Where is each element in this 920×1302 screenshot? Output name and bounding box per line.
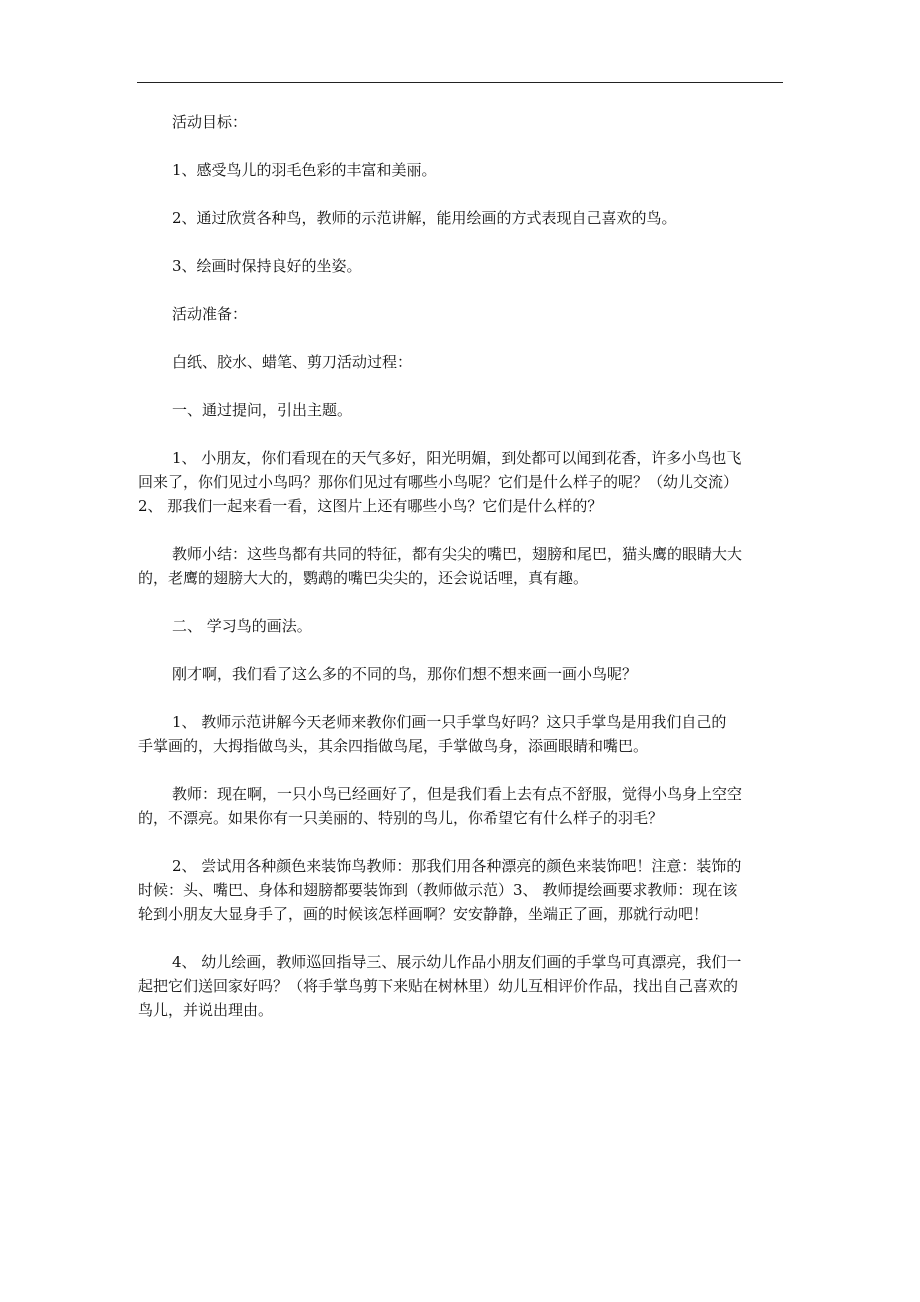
document-body (138, 110, 788, 1046)
demo-step-2-3 (138, 854, 788, 926)
text-line: 的，老鹰的翅膀大大的，鹦鹉的嘴巴尖尖的，还会说话哩，真有趣。 (138, 569, 589, 587)
text-line: 教师小结：这些鸟都有共同的特征，都有尖尖的嘴巴，翅膀和尾巴，猫头鹰的眼睛大大 (172, 545, 743, 563)
heading-activity-preparation: 活动准备： (172, 305, 248, 323)
heading-activity-goals: 活动目标： (172, 113, 248, 131)
text-line: 轮到小朋友大显身手了，画的时候该怎样画啊？安安静静，坐端正了画，那就行动吧！ (138, 905, 709, 923)
text-line: 教师：现在啊，一只小鸟已经画好了，但是我们看上去有点不舒服，觉得小鸟身上空空 (172, 785, 743, 803)
text-line: 1、 小朋友，你们看现在的天气多好，阳光明媚，到处都可以闻到花香，许多小鸟也飞 (172, 449, 742, 467)
text-line: 的，不漂亮。如果你有一只美丽的、特别的鸟儿，你希望它有什么样子的羽毛？ (138, 809, 664, 827)
demo-step-1 (138, 710, 788, 758)
teacher-prompt (138, 782, 788, 830)
text-line: 2、 尝试用各种颜色来装饰鸟教师：那我们用各种漂亮的颜色来装饰吧！注意：装饰的 (172, 857, 742, 875)
section-one-steps (138, 446, 788, 518)
section-two-heading: 二、 学习鸟的画法。 (172, 617, 312, 635)
demo-step-4 (138, 950, 788, 1022)
text-line: 4、 幼儿绘画，教师巡回指导三、展示幼儿作品小朋友们画的手掌鸟可真漂亮，我们一 (172, 953, 742, 971)
text-line: 回来了，你们见过小鸟吗？那你们见过有哪些小鸟呢？它们是什么样子的呢？（幼儿交流） (138, 473, 739, 491)
materials-paragraph: 白纸、胶水、蜡笔、剪刀活动过程： (172, 353, 413, 371)
goal-item-2: 2、通过欣赏各种鸟，教师的示范讲解，能用绘画的方式表现自己喜欢的鸟。 (172, 209, 677, 227)
text-line: 手掌画的，大拇指做鸟头，其余四指做鸟尾，手掌做鸟身，添画眼睛和嘴巴。 (138, 737, 649, 755)
header-rule (137, 82, 783, 83)
teacher-summary (138, 542, 788, 590)
text-line: 1、 教师示范讲解今天老师来教你们画一只手掌鸟好吗？这只手掌鸟是用我们自己的 (172, 713, 727, 731)
transition-paragraph: 刚才啊，我们看了这么多的不同的鸟，那你们想不想来画一画小鸟呢？ (172, 665, 638, 683)
text-line: 2、 那我们一起来看一看，这图片上还有哪些小鸟？它们是什么样的？ (138, 497, 603, 515)
goal-item-3: 3、绘画时保持良好的坐姿。 (172, 257, 362, 275)
text-line: 时候：头、嘴巴、身体和翅膀都要装饰到（教师做示范）3、 教师提绘画要求教师：现在该 (138, 881, 738, 899)
goal-item-1: 1、感受鸟儿的羽毛色彩的丰富和美丽。 (172, 161, 437, 179)
section-one-heading: 一、通过提问，引出主题。 (172, 401, 353, 419)
text-line: 起把它们送回家好吗？（将手掌鸟剪下来贴在树林里）幼儿互相评价作品，找出自己喜欢的 (138, 977, 739, 995)
text-line: 鸟儿，并说出理由。 (138, 1001, 274, 1019)
